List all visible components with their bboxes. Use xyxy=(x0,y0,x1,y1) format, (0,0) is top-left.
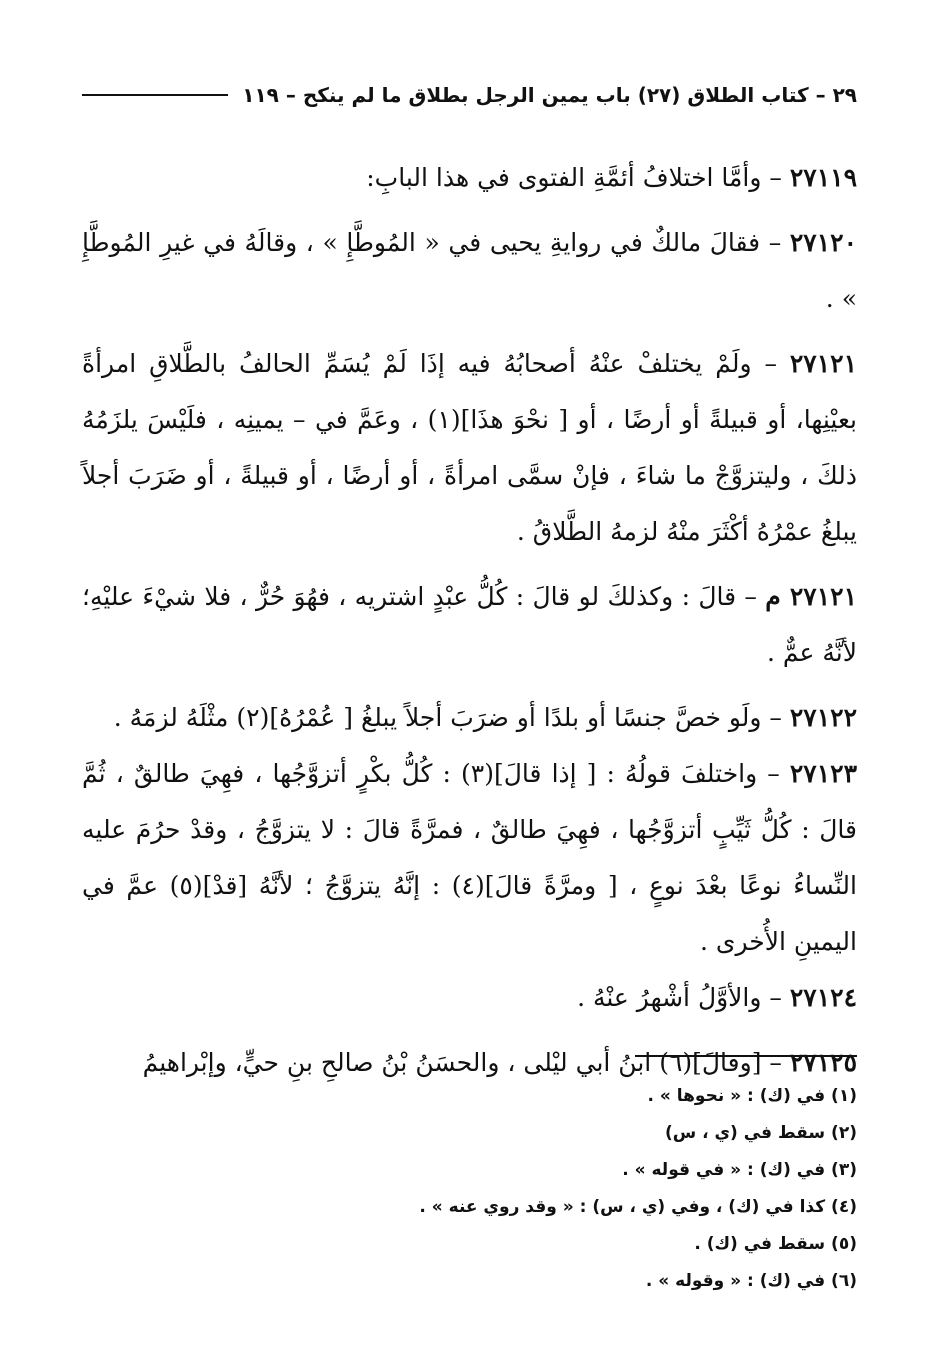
header-title: ٢٩ – كتاب الطلاق (٢٧) باب يمين الرجل بطلاق ما لم ينكح – ١١٩ xyxy=(242,83,857,107)
paragraph-number: ٢٧١٢١ م xyxy=(765,582,857,611)
header-rule xyxy=(82,94,228,96)
paragraph-text: – والأوَّلُ أشْهرُ عنْهُ . xyxy=(577,983,790,1012)
paragraph-number: ٢٧١٢٤ xyxy=(789,983,857,1012)
paragraph-number: ٢٧١٢٣ xyxy=(789,759,858,788)
paragraph-text: – واختلفَ قولُهُ : [ إذا قالَ](٣) : كُلُّ بكْرٍ أتزوَّجُها ، فهِيَ طالقٌ ، ثُمَّ قالَ : كُلُّ ثَيِّبٍ أتزوَّجُها ، فهِيَ طالقٌ ، فمرَّةً قالَ : لا يتزوَّجُ ، وقدْ حرُمَ عليه النِّساءُ نوعًا بعْدَ نوعٍ ، [ ومرَّةً قالَ](٤) : إنَّهُ يتزوَّجُ ؛ لأنَّهُ [قدْ](٥) عمَّ في اليمينِ الأُخرى . xyxy=(82,759,857,956)
footnote-separator xyxy=(635,1055,857,1057)
paragraph-number: ٢٧١٢٢ xyxy=(789,703,857,732)
paragraph-27122 xyxy=(82,690,857,746)
paragraph-27124 xyxy=(82,970,857,1026)
footnotes xyxy=(82,1078,857,1300)
paragraph-text: – ولَمْ يختلفْ عنْهُ أصحابُهُ فيه إذَا لَمْ يُسَمِّ الحالفُ بالطَّلاقِ امرأةً بعيْنِها، أو قبيلةً أو أرضًا ، أو [ نحْوَ هذَا](١) ، وعَمَّ في – يمينِه ، فلَيْسَ يلزَمُهُ ذلكَ ، وليتزوَّجْ ما شاءَ ، فإنْ سمَّى امرأةً ، أو أرضًا ، أو قبيلةً ، أو ضَرَبَ أجلاً يبلغُ عمْرُهُ أكْثَرَ منْهُ لزمهُ الطَّلاقُ . xyxy=(82,349,857,546)
footnote-1: (١) في (ك) : « نحوها » . xyxy=(647,1086,857,1106)
paragraph-text: – وأمَّا اختلافُ أئمَّةِ الفتوى في هذا البابِ: xyxy=(366,163,790,192)
footnote-5: (٥) سقط في (ك) . xyxy=(694,1234,857,1254)
paragraph-number: ٢٧١٢٠ xyxy=(789,228,857,257)
paragraph-text: – ولَو خصَّ جنسًا أو بلدًا أو ضرَبَ أجلاً يبلغُ [ عُمْرُهُ](٢) مثْلَهُ لزمَهُ . xyxy=(113,703,790,732)
paragraph-number: ٢٧١٢١ xyxy=(789,349,857,378)
paragraph-number: ٢٧١٢٥ xyxy=(789,1048,857,1077)
main-text xyxy=(82,150,857,1091)
footnote-4: (٤) كذا في (ك) ، وفي (ي ، س) : « وقد روي عنه » . xyxy=(419,1197,857,1217)
footnote-6: (٦) في (ك) : « وقوله » . xyxy=(645,1271,857,1291)
footnote-2: (٢) سقط في (ي ، س) xyxy=(664,1123,857,1143)
paragraph-27121 xyxy=(82,336,857,560)
paragraph-text: – قالَ : وكذلكَ لو قالَ : كُلُّ عبْدٍ اشتريه ، فهُوَ حُرٌّ ، فلا شيْءَ عليْهِ؛ لأنَّهُ عمٌّ . xyxy=(82,582,857,667)
paragraph-27121m xyxy=(82,569,857,681)
paragraph-text: – فقالَ مالكٌ في روايةِ يحيى في « المُوطَّإِ » ، وقالَهُ في غيرِ المُوطَّإِ » . xyxy=(82,228,857,313)
paragraph-27123 xyxy=(82,746,857,970)
running-header xyxy=(82,78,857,112)
paragraph-27120 xyxy=(82,215,857,327)
paragraph-number: ٢٧١١٩ xyxy=(789,163,857,192)
paragraph-text: – [وقالَ](٦) ابنُ أبي ليْلى ، والحسَنُ بْنُ صالحِ بنِ حيٍّ، وإبْراهيمُ xyxy=(142,1048,790,1077)
paragraph-27119 xyxy=(82,150,857,206)
footnote-3: (٣) في (ك) : « في قوله » . xyxy=(622,1160,857,1180)
